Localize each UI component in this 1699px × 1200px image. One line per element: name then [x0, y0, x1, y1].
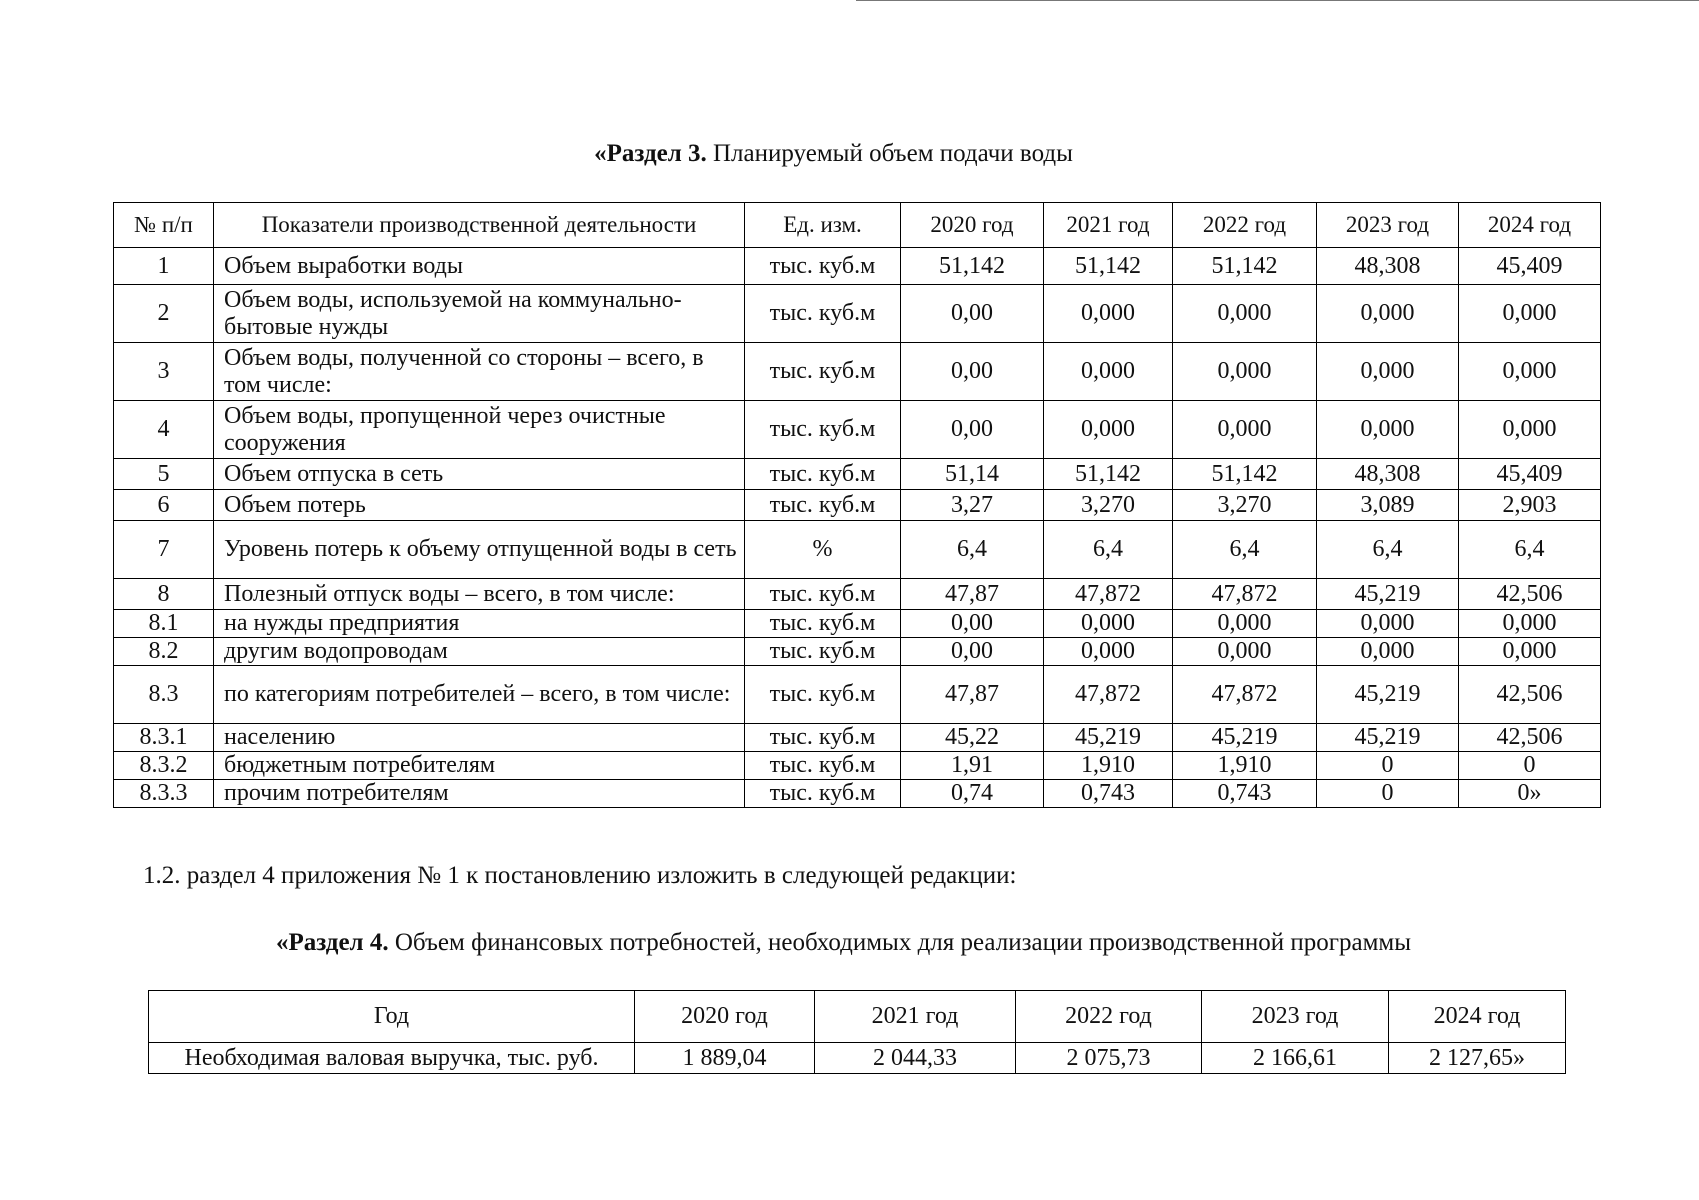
table-row — [114, 579, 1601, 610]
unit-cell: тыс. куб.м — [745, 780, 901, 808]
header-number: № п/п — [114, 203, 214, 248]
table-row — [114, 724, 1601, 752]
indicator-name: по категориям потребителей – всего, в том числе: — [214, 666, 745, 724]
row-number: 5 — [114, 459, 214, 490]
water-supply-table — [113, 202, 1601, 808]
unit-cell: тыс. куб.м — [745, 579, 901, 610]
row-number: 8.3.1 — [114, 724, 214, 752]
section-4-title — [0, 929, 1693, 957]
value-2022: 0,000 — [1173, 343, 1317, 401]
table-row — [114, 459, 1601, 490]
value-2021: 0,000 — [1044, 610, 1173, 638]
value-2022: 0,000 — [1173, 285, 1317, 343]
value-2024: 0,000 — [1459, 401, 1601, 459]
table-row — [114, 343, 1601, 401]
value-2020: 6,4 — [901, 521, 1044, 579]
value-2020: 0,74 — [901, 780, 1044, 808]
indicator-name: Объем потерь — [214, 490, 745, 521]
row-number: 7 — [114, 521, 214, 579]
table-row — [114, 490, 1601, 521]
row-number: 4 — [114, 401, 214, 459]
value-2024: 42,506 — [1459, 579, 1601, 610]
indicator-name: Объем воды, пропущенной через очистные сооружения — [214, 401, 745, 459]
header-year-2022: 2022 год — [1173, 203, 1317, 248]
unit-cell: тыс. куб.м — [745, 724, 901, 752]
value-2022: 51,142 — [1173, 248, 1317, 285]
value-2020: 3,27 — [901, 490, 1044, 521]
row-number: 1 — [114, 248, 214, 285]
row-number: 3 — [114, 343, 214, 401]
value-2021: 0,000 — [1044, 401, 1173, 459]
value-2021: 1,910 — [1044, 752, 1173, 780]
table-row — [114, 752, 1601, 780]
header-year-2024: 2024 год — [1459, 203, 1601, 248]
unit-cell: % — [745, 521, 901, 579]
table-row — [114, 780, 1601, 808]
value-2021: 47,872 — [1044, 579, 1173, 610]
indicator-name: Объем воды, полученной со стороны – всего, в том числе: — [214, 343, 745, 401]
table-row — [149, 1043, 1566, 1074]
table-header-row — [149, 991, 1566, 1043]
value-2020: 47,87 — [901, 666, 1044, 724]
value-2023: 0,000 — [1317, 401, 1459, 459]
indicator-name: прочим потребителям — [214, 780, 745, 808]
indicator-name: Объем отпуска в сеть — [214, 459, 745, 490]
value-2024: 42,506 — [1459, 666, 1601, 724]
indicator-name: населению — [214, 724, 745, 752]
indicator-name: Уровень потерь к объему отпущенной воды в сеть — [214, 521, 745, 579]
financial-needs-table — [148, 990, 1566, 1074]
table-row — [114, 521, 1601, 579]
indicator-name: другим водопроводам — [214, 638, 745, 666]
value-2024: 45,409 — [1459, 459, 1601, 490]
value-2022: 47,872 — [1173, 666, 1317, 724]
value-2022: 2 075,73 — [1016, 1043, 1202, 1074]
value-2023: 0 — [1317, 752, 1459, 780]
unit-cell: тыс. куб.м — [745, 285, 901, 343]
water-supply-table-body — [114, 248, 1601, 808]
header-year-2020: 2020 год — [901, 203, 1044, 248]
header-year-label: Год — [149, 991, 635, 1043]
value-2024: 42,506 — [1459, 724, 1601, 752]
unit-cell: тыс. куб.м — [745, 343, 901, 401]
value-2021: 0,000 — [1044, 285, 1173, 343]
value-2021: 0,000 — [1044, 343, 1173, 401]
value-2023: 45,219 — [1317, 666, 1459, 724]
value-2020: 0,00 — [901, 343, 1044, 401]
section-3-title-text: Планируемый объем подачи воды — [706, 140, 1073, 167]
value-2022: 45,219 — [1173, 724, 1317, 752]
header-year-2024: 2024 год — [1389, 991, 1566, 1043]
value-2023: 0,000 — [1317, 610, 1459, 638]
value-2023: 45,219 — [1317, 724, 1459, 752]
row-number: 8.3.2 — [114, 752, 214, 780]
value-2021: 51,142 — [1044, 248, 1173, 285]
value-2022: 0,000 — [1173, 401, 1317, 459]
value-2020: 47,87 — [901, 579, 1044, 610]
indicator-name: на нужды предприятия — [214, 610, 745, 638]
row-label: Необходимая валовая выручка, тыс. руб. — [149, 1043, 635, 1074]
table-header-row — [114, 203, 1601, 248]
value-2023: 48,308 — [1317, 459, 1459, 490]
value-2021: 2 044,33 — [815, 1043, 1016, 1074]
value-2023: 0 — [1317, 780, 1459, 808]
row-number: 8.3.3 — [114, 780, 214, 808]
header-year-2023: 2023 год — [1202, 991, 1389, 1043]
header-indicator: Показатели производственной деятельности — [214, 203, 745, 248]
unit-cell: тыс. куб.м — [745, 638, 901, 666]
table-row — [114, 610, 1601, 638]
value-2021: 47,872 — [1044, 666, 1173, 724]
unit-cell: тыс. куб.м — [745, 401, 901, 459]
unit-cell: тыс. куб.м — [745, 490, 901, 521]
value-2021: 0,000 — [1044, 638, 1173, 666]
value-2024: 0,000 — [1459, 343, 1601, 401]
scan-edge-line — [856, 0, 1699, 1]
table-row — [114, 638, 1601, 666]
indicator-name: Объем выработки воды — [214, 248, 745, 285]
value-2024: 2 127,65» — [1389, 1043, 1566, 1074]
value-2023: 0,000 — [1317, 343, 1459, 401]
header-unit: Ед. изм. — [745, 203, 901, 248]
indicator-name: Полезный отпуск воды – всего, в том числе: — [214, 579, 745, 610]
row-number: 8.1 — [114, 610, 214, 638]
value-2024: 0,000 — [1459, 638, 1601, 666]
unit-cell: тыс. куб.м — [745, 666, 901, 724]
value-2023: 0,000 — [1317, 285, 1459, 343]
value-2022: 47,872 — [1173, 579, 1317, 610]
table-row — [114, 248, 1601, 285]
value-2020: 1,91 — [901, 752, 1044, 780]
unit-cell: тыс. куб.м — [745, 610, 901, 638]
value-2020: 0,00 — [901, 638, 1044, 666]
section-4-title-bold: «Раздел 4. — [275, 929, 389, 956]
value-2020: 0,00 — [901, 610, 1044, 638]
value-2022: 1,910 — [1173, 752, 1317, 780]
section-4-title-text: Объем финансовых потребностей, необходимых для реализации производственной программы — [388, 929, 1412, 956]
row-number: 2 — [114, 285, 214, 343]
value-2020: 0,00 — [901, 401, 1044, 459]
value-2024: 0,000 — [1459, 610, 1601, 638]
value-2024: 2,903 — [1459, 490, 1601, 521]
header-year-2021: 2021 год — [815, 991, 1016, 1043]
value-2023: 6,4 — [1317, 521, 1459, 579]
value-2022: 0,000 — [1173, 610, 1317, 638]
value-2021: 3,270 — [1044, 490, 1173, 521]
table-row — [114, 666, 1601, 724]
header-year-2021: 2021 год — [1044, 203, 1173, 248]
paragraph-1-2: 1.2. раздел 4 приложения № 1 к постановлению изложить в следующей редакции: — [143, 862, 1017, 889]
table-row — [114, 401, 1601, 459]
value-2020: 1 889,04 — [635, 1043, 815, 1074]
value-2022: 51,142 — [1173, 459, 1317, 490]
value-2020: 51,14 — [901, 459, 1044, 490]
value-2024: 0,000 — [1459, 285, 1601, 343]
value-2022: 6,4 — [1173, 521, 1317, 579]
value-2020: 0,00 — [901, 285, 1044, 343]
value-2022: 0,743 — [1173, 780, 1317, 808]
value-2023: 2 166,61 — [1202, 1043, 1389, 1074]
value-2021: 51,142 — [1044, 459, 1173, 490]
value-2023: 45,219 — [1317, 579, 1459, 610]
indicator-name: Объем воды, используемой на коммунально-бытовые нужды — [214, 285, 745, 343]
value-2023: 0,000 — [1317, 638, 1459, 666]
value-2024: 45,409 — [1459, 248, 1601, 285]
value-2023: 48,308 — [1317, 248, 1459, 285]
value-2023: 3,089 — [1317, 490, 1459, 521]
value-2022: 3,270 — [1173, 490, 1317, 521]
value-2021: 6,4 — [1044, 521, 1173, 579]
value-2020: 45,22 — [901, 724, 1044, 752]
unit-cell: тыс. куб.м — [745, 248, 901, 285]
indicator-name: бюджетным потребителям — [214, 752, 745, 780]
header-year-2022: 2022 год — [1016, 991, 1202, 1043]
section-3-title-bold: «Раздел 3. — [594, 140, 707, 167]
row-number: 6 — [114, 490, 214, 521]
value-2024: 0» — [1459, 780, 1601, 808]
row-number: 8.3 — [114, 666, 214, 724]
value-2020: 51,142 — [901, 248, 1044, 285]
section-3-title — [0, 140, 1683, 168]
unit-cell: тыс. куб.м — [745, 752, 901, 780]
value-2021: 0,743 — [1044, 780, 1173, 808]
header-year-2023: 2023 год — [1317, 203, 1459, 248]
row-number: 8 — [114, 579, 214, 610]
row-number: 8.2 — [114, 638, 214, 666]
value-2024: 0 — [1459, 752, 1601, 780]
value-2022: 0,000 — [1173, 638, 1317, 666]
table-row — [114, 285, 1601, 343]
unit-cell: тыс. куб.м — [745, 459, 901, 490]
value-2024: 6,4 — [1459, 521, 1601, 579]
header-year-2020: 2020 год — [635, 991, 815, 1043]
value-2021: 45,219 — [1044, 724, 1173, 752]
